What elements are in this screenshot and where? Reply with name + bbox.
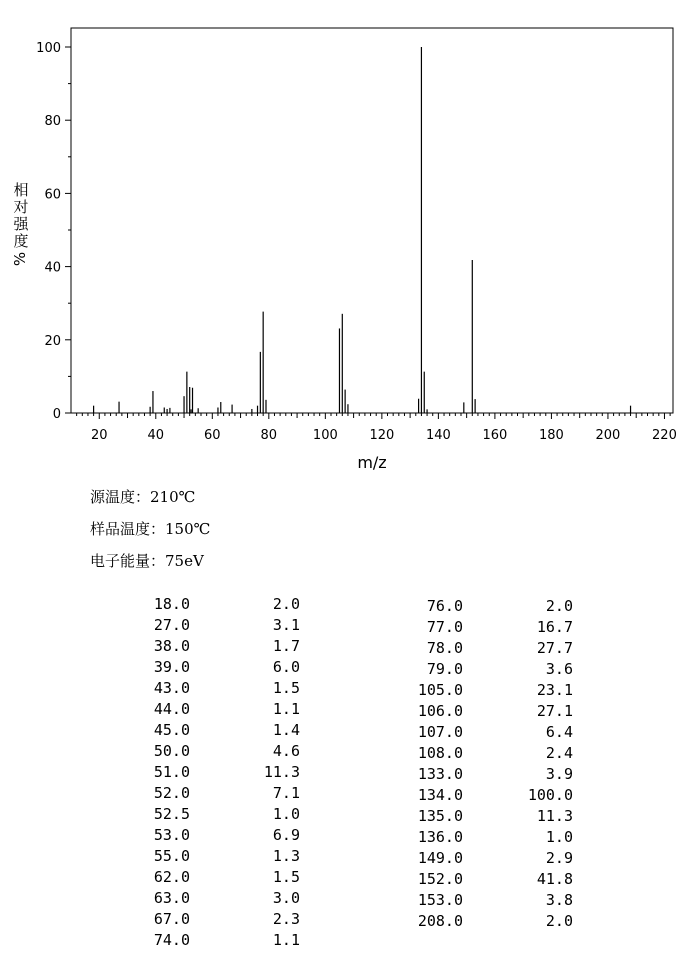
peak-abundance: 3.9 <box>545 765 573 783</box>
peak-abundance: 11.3 <box>536 807 573 825</box>
peak-abundance: 3.6 <box>545 660 573 678</box>
peak-abundance: 1.4 <box>272 721 300 739</box>
y-axis-title-char: 强 <box>13 215 29 233</box>
peak-abundance: 11.3 <box>263 763 300 781</box>
peak-table-row <box>100 636 300 657</box>
peak-table-row <box>373 848 573 869</box>
x-tick-label: 80 <box>260 428 278 443</box>
peak-table-row <box>100 783 300 804</box>
peak-mz: 44.0 <box>153 700 190 718</box>
peak-abundance: 2.9 <box>545 849 573 867</box>
peak-mz: 50.0 <box>153 742 190 760</box>
peak-mz: 51.0 <box>153 763 190 781</box>
peak-mz: 67.0 <box>153 910 190 928</box>
peak-mz: 134.0 <box>417 786 463 804</box>
peak-table-row <box>100 615 300 636</box>
peak-abundance: 1.1 <box>272 700 300 718</box>
y-axis-title-char: 相 <box>13 181 29 199</box>
peak-mz: 133.0 <box>417 765 463 783</box>
peak-abundance: 100.0 <box>527 786 573 804</box>
peak-abundance: 27.1 <box>536 702 573 720</box>
y-tick-label: 40 <box>44 260 61 276</box>
peak-abundance: 6.0 <box>272 658 300 676</box>
peak-mz: 39.0 <box>153 658 190 676</box>
peak-mz: 52.0 <box>153 784 190 802</box>
y-axis-title-char: 度 <box>13 232 29 250</box>
peak-abundance: 2.4 <box>545 744 573 762</box>
y-tick-label: 80 <box>44 114 61 130</box>
peak-abundance: 41.8 <box>536 870 573 888</box>
peak-table-row <box>100 909 300 930</box>
peak-table-row <box>100 657 300 678</box>
peak-table-row <box>373 596 573 617</box>
peak-table-row <box>100 762 300 783</box>
peak-table-row <box>373 890 573 911</box>
x-tick-label: 40 <box>147 428 165 443</box>
acquisition-conditions <box>90 486 210 582</box>
y-axis-title <box>10 182 32 268</box>
x-tick-label: 180 <box>539 428 564 443</box>
peak-abundance: 1.0 <box>545 828 573 846</box>
peak-abundance: 2.3 <box>272 910 300 928</box>
peak-abundance: 1.7 <box>272 637 300 655</box>
peak-table-row <box>373 785 573 806</box>
peak-mz: 62.0 <box>153 868 190 886</box>
peak-abundance: 16.7 <box>536 618 573 636</box>
plot-frame <box>71 28 673 413</box>
peak-table-row <box>373 638 573 659</box>
peak-mz: 152.0 <box>417 870 463 888</box>
peak-table-row <box>100 699 300 720</box>
peak-table-row <box>100 930 300 951</box>
peak-table-right <box>373 596 573 932</box>
x-tick-label: 200 <box>595 428 621 443</box>
peak-mz: 76.0 <box>426 597 463 615</box>
peak-mz: 74.0 <box>153 931 190 949</box>
peak-abundance: 2.0 <box>545 912 573 930</box>
peak-table-row <box>373 701 573 722</box>
peak-abundance: 6.9 <box>272 826 300 844</box>
peak-mz: 45.0 <box>153 721 190 739</box>
peak-abundance: 27.7 <box>536 639 573 657</box>
peak-mz: 53.0 <box>153 826 190 844</box>
x-axis-title: m/z <box>357 453 387 472</box>
peak-mz: 136.0 <box>417 828 463 846</box>
y-axis-title-unit: % <box>11 251 29 267</box>
peak-table-row <box>100 846 300 867</box>
y-tick-label: 60 <box>44 187 61 203</box>
peak-table-row <box>373 869 573 890</box>
peak-mz: 108.0 <box>417 744 463 762</box>
peak-mz: 43.0 <box>153 679 190 697</box>
peak-abundance: 3.8 <box>545 891 573 909</box>
peak-table-row <box>100 888 300 909</box>
peak-table-row <box>373 743 573 764</box>
x-tick-label: 100 <box>312 428 338 443</box>
peak-abundance: 3.1 <box>272 616 300 634</box>
peak-abundance: 2.0 <box>272 595 300 613</box>
peak-table-left <box>100 594 300 951</box>
peak-mz: 18.0 <box>153 595 190 613</box>
peak-table-row <box>373 617 573 638</box>
electron-energy: 电子能量：75eV <box>90 552 204 570</box>
peak-abundance: 1.5 <box>272 868 300 886</box>
peak-mz: 52.5 <box>153 805 190 823</box>
y-tick-label: 0 <box>52 407 61 422</box>
x-tick-label: 160 <box>482 428 508 443</box>
peak-table-row <box>100 720 300 741</box>
peak-table-row <box>100 741 300 762</box>
y-tick-label: 20 <box>44 333 61 349</box>
peak-mz: 153.0 <box>417 891 463 909</box>
peak-table-row <box>100 678 300 699</box>
peak-abundance: 1.0 <box>272 805 300 823</box>
peak-mz: 38.0 <box>153 637 190 655</box>
y-axis-title-char: 对 <box>13 198 29 216</box>
peak-table-row <box>100 825 300 846</box>
peak-mz: 79.0 <box>426 660 463 678</box>
peak-mz: 106.0 <box>417 702 463 720</box>
peak-mz: 208.0 <box>417 912 463 930</box>
x-axis-ticks <box>77 413 677 443</box>
peak-table-row <box>373 659 573 680</box>
y-tick-label: 100 <box>36 41 61 56</box>
peak-mz: 149.0 <box>417 849 463 867</box>
x-tick-label: 20 <box>90 428 108 443</box>
peak-mz: 55.0 <box>153 847 190 865</box>
x-tick-label: 60 <box>204 428 221 443</box>
x-tick-label: 220 <box>652 428 677 443</box>
peak-abundance: 1.3 <box>272 847 300 865</box>
peak-table-row <box>373 764 573 785</box>
peak-table-row <box>373 911 573 932</box>
x-tick-label: 120 <box>369 428 395 443</box>
peak-abundance: 1.5 <box>272 679 300 697</box>
peak-table-row <box>373 680 573 701</box>
mass-spectrum-chart <box>0 0 696 480</box>
peak-table-row <box>100 804 300 825</box>
peak-abundance: 3.0 <box>272 889 300 907</box>
peak-table-row <box>100 594 300 615</box>
peak-mz: 63.0 <box>153 889 190 907</box>
peak-table-row <box>100 867 300 888</box>
peak-abundance: 4.6 <box>272 742 300 760</box>
peak-mz: 27.0 <box>153 616 190 634</box>
sample-temperature: 样品温度：150℃ <box>90 520 211 538</box>
peak-table-row <box>373 806 573 827</box>
peak-abundance: 1.1 <box>272 931 300 949</box>
x-tick-label: 140 <box>425 428 451 443</box>
peak-mz: 105.0 <box>417 681 463 699</box>
peak-abundance: 23.1 <box>536 681 573 699</box>
peak-mz: 107.0 <box>417 723 463 741</box>
peak-table-row <box>373 827 573 848</box>
peak-mz: 135.0 <box>417 807 463 825</box>
y-axis-ticks <box>36 41 71 422</box>
peak-table-row <box>373 722 573 743</box>
peak-mz: 77.0 <box>426 618 463 636</box>
source-temperature: 源温度：210℃ <box>90 488 196 506</box>
peak-bars <box>94 47 631 413</box>
peak-abundance: 2.0 <box>545 597 573 615</box>
peak-mz: 78.0 <box>426 639 463 657</box>
peak-abundance: 7.1 <box>272 784 300 802</box>
peak-abundance: 6.4 <box>545 723 573 741</box>
